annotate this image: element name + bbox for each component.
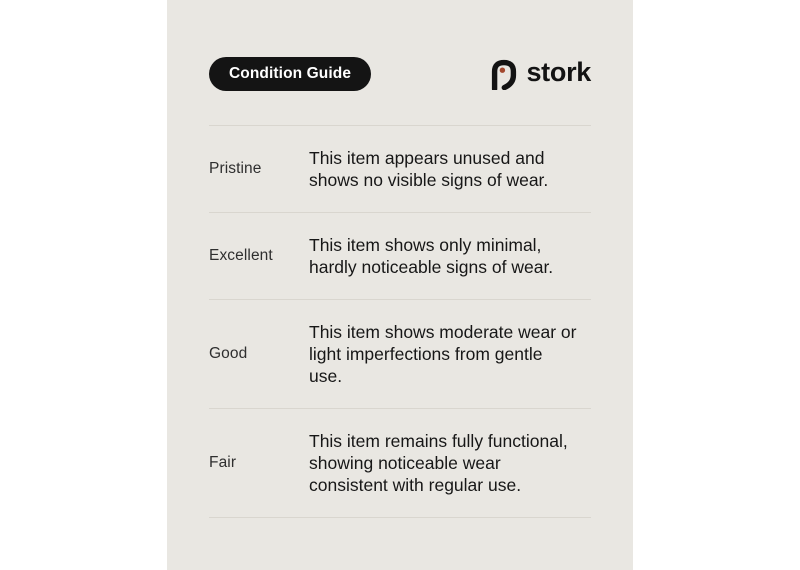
stork-logo [489, 58, 591, 90]
condition-row-pristine [209, 125, 591, 212]
condition-guide-card [167, 0, 633, 570]
condition-label: Fair [209, 454, 237, 471]
condition-label: Pristine [209, 160, 262, 177]
condition-description: This item appears unused and shows no visible signs of wear. [309, 148, 549, 190]
condition-description: This item shows moderate wear or light imperfections from gentle use. [309, 322, 577, 386]
condition-row-fair [209, 408, 591, 518]
condition-label: Good [209, 345, 248, 362]
condition-guide-badge: Condition Guide [209, 57, 371, 92]
condition-description: This item remains fully functional, showing noticeable wear consistent with regular use. [309, 431, 568, 495]
condition-row-good [209, 299, 591, 408]
stork-pin-icon [489, 58, 519, 90]
condition-row-excellent [209, 212, 591, 299]
brand-name: stork [526, 57, 591, 87]
condition-list [209, 125, 591, 518]
condition-description: This item shows only minimal, hardly noticeable signs of wear. [309, 235, 554, 277]
card-header [209, 0, 591, 125]
condition-label: Excellent [209, 247, 273, 264]
